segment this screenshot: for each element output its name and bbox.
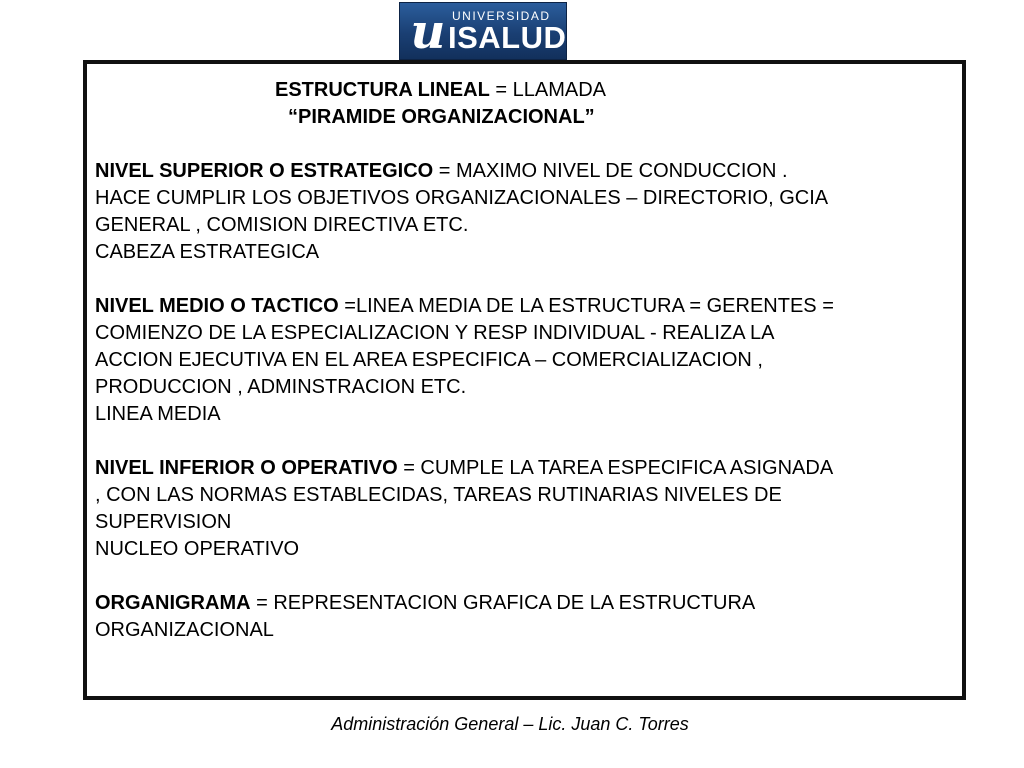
section-line: SUPERVISION (95, 511, 232, 533)
footer (0, 714, 1024, 735)
section-inferior (95, 455, 963, 563)
section-term: NIVEL SUPERIOR O ESTRATEGICO (95, 160, 434, 182)
section-line: LINEA MEDIA (95, 403, 221, 425)
section-organigrama (95, 590, 963, 644)
logo-top-text: UNIVERSIDAD (452, 9, 551, 23)
section-superior (95, 158, 963, 266)
heading (95, 77, 963, 131)
heading-title: ESTRUCTURA LINEAL (275, 79, 490, 101)
section-line: = CUMPLE LA TAREA ESPECIFICA ASIGNADA (397, 457, 834, 479)
section-line: NUCLEO OPERATIVO (95, 538, 300, 560)
section-term: NIVEL INFERIOR O OPERATIVO (95, 457, 398, 479)
logo-bottom-text: ISALUD (448, 20, 567, 55)
content-text (95, 77, 963, 644)
section-line: =LINEA MEDIA DE LA ESTRUCTURA = GERENTES = (338, 295, 834, 317)
section-line: HACE CUMPLIR LOS OBJETIVOS ORGANIZACIONALES – DIRECTORIO, GCIA (95, 187, 829, 209)
section-line: PRODUCCION , ADMINSTRACION ETC. (95, 376, 467, 398)
section-term: ORGANIGRAMA (95, 592, 251, 614)
section-line: CABEZA ESTRATEGICA (95, 241, 320, 263)
heading-subtitle: “PIRAMIDE ORGANIZACIONAL” (288, 106, 595, 128)
logo-mark: u (410, 4, 442, 60)
section-line: GENERAL , COMISION DIRECTIVA ETC. (95, 214, 469, 236)
university-logo (399, 2, 567, 60)
section-line: , CON LAS NORMAS ESTABLECIDAS, TAREAS RUTINARIAS NIVELES DE (95, 484, 782, 506)
heading-rest: = LLAMADA (489, 79, 606, 101)
section-line: ACCION EJECUTIVA EN EL AREA ESPECIFICA – COMERCIALIZACION , (95, 349, 763, 371)
section-line: = MAXIMO NIVEL DE CONDUCCION . (433, 160, 788, 182)
section-medio (95, 293, 963, 428)
section-line: COMIENZO DE LA ESPECIALIZACION Y RESP INDIVIDUAL - REALIZA LA (95, 322, 775, 344)
footer-text: Administración General – Lic. Juan C. Torres (331, 714, 689, 734)
section-term: NIVEL MEDIO O TACTICO (95, 295, 339, 317)
section-line: = REPRESENTACION GRAFICA DE LA ESTRUCTURA (250, 592, 756, 614)
section-line: ORGANIZACIONAL (95, 619, 274, 641)
